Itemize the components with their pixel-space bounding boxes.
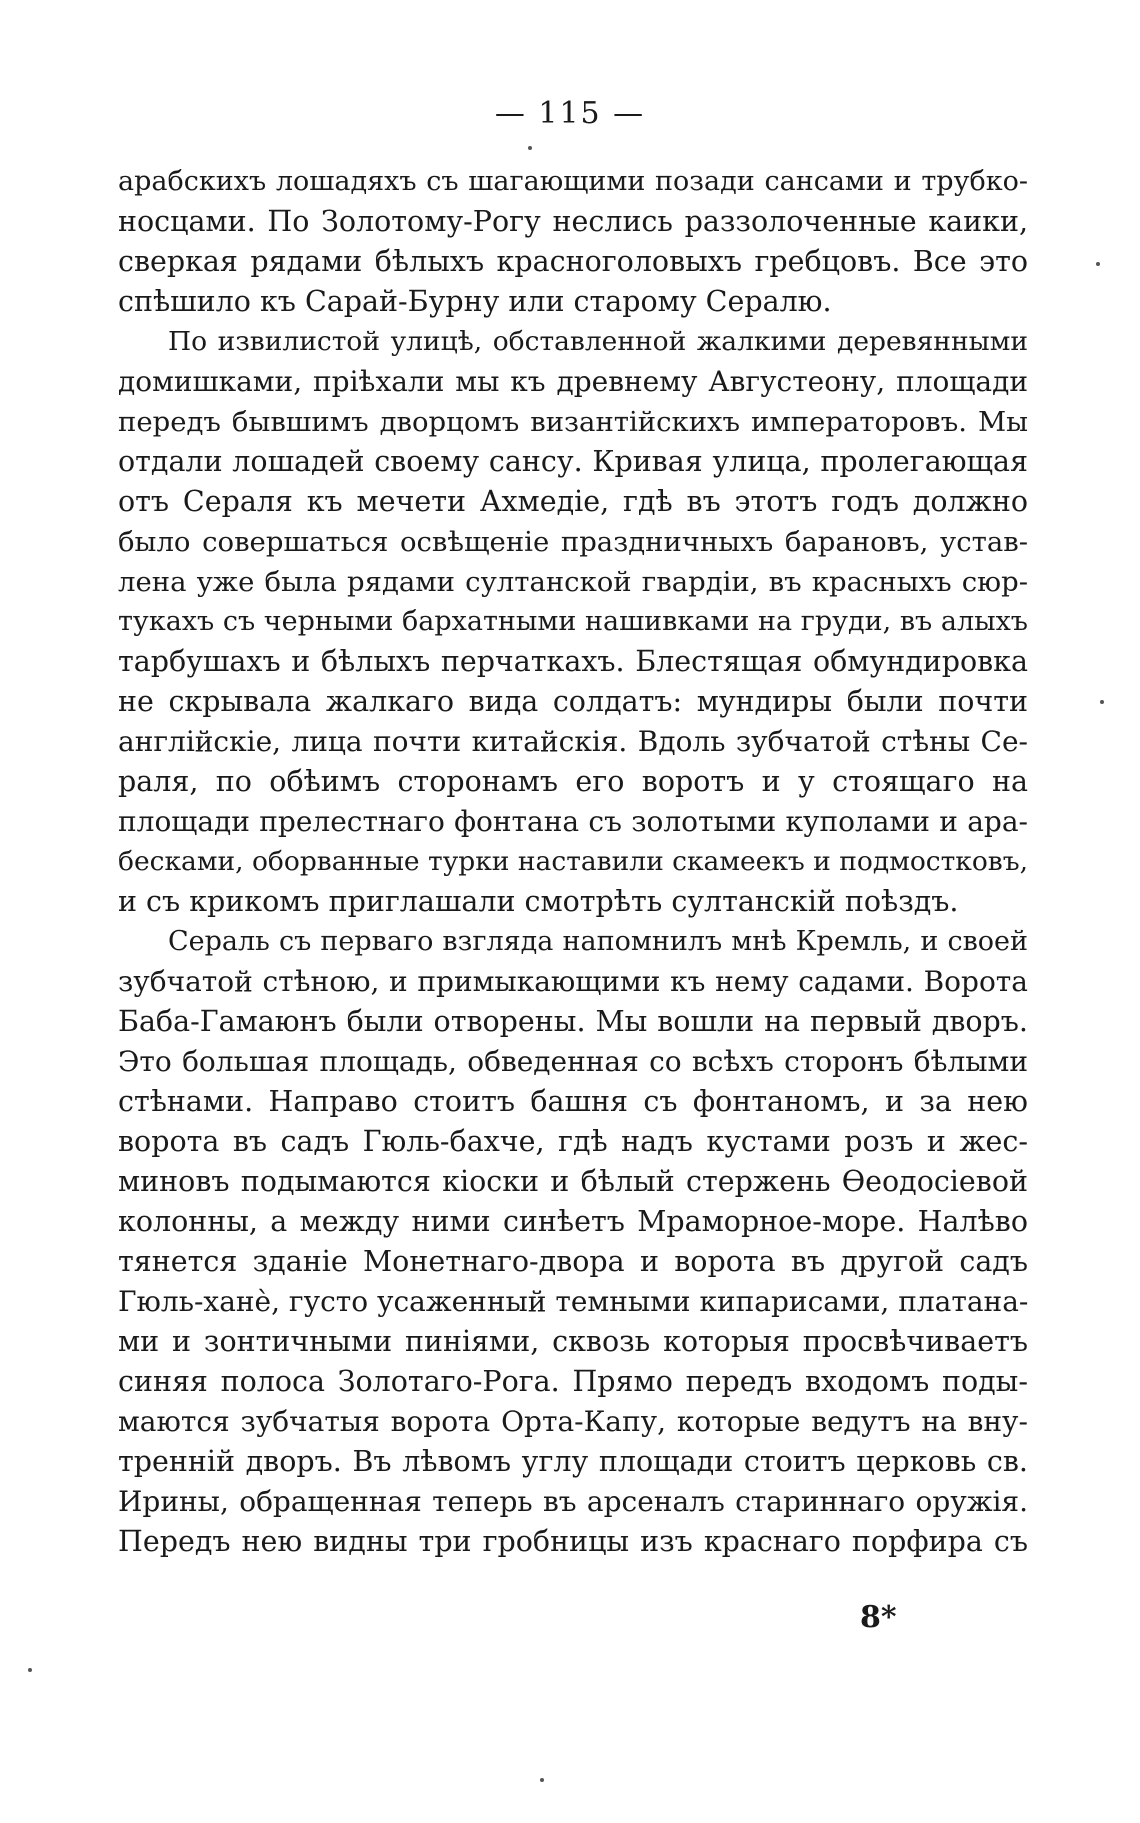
print-speck xyxy=(528,146,532,150)
text-line: домишками, пріѣхали мы къ древнему Августеону, площади xyxy=(118,365,1028,398)
text-line: миновъ подымаются кіоски и бѣлый стержень Ѳеодосіевой xyxy=(118,1165,1028,1198)
text-line: было совершаться освѣщеніе праздничныхъ барановъ, устав- xyxy=(118,526,1028,558)
text-line: синяя полоса Золотаго-Рога. Прямо передъ входомъ поды- xyxy=(118,1365,1028,1398)
text-line: тарбушахъ и бѣлыхъ перчаткахъ. Блестящая обмундировка xyxy=(118,645,1028,678)
text-line: зубчатой стѣною, и примыкающими къ нему садами. Ворота xyxy=(118,965,1028,998)
print-speck xyxy=(1096,262,1100,266)
print-speck xyxy=(1100,700,1104,704)
text-line: раля, по обѣимъ сторонамъ его воротъ и у стоящаго на xyxy=(118,765,1028,798)
text-line: Баба-Гамаюнъ были отворены. Мы вошли на первый дворъ. xyxy=(118,1005,1028,1038)
text-line: не скрывала жалкаго вида солдатъ: мундиры были почти xyxy=(118,685,1028,718)
text-line: маются зубчатыя ворота Орта-Капу, которые ведутъ на вну- xyxy=(118,1405,1028,1438)
print-speck xyxy=(540,1778,544,1782)
text-line: стѣнами. Направо стоитъ башня съ фонтаномъ, и за нею xyxy=(118,1085,1028,1118)
text-line: бесками, оборванные турки наставили скамеекъ и подмостковъ, xyxy=(118,846,1028,877)
signature-mark: 8* xyxy=(860,1600,897,1635)
text-line: англійскіе, лица почти китайскія. Вдоль зубчатой стѣны Се- xyxy=(118,725,1028,758)
text-line: ворота въ садъ Гюль-бахче, гдѣ надъ кустами розъ и жес- xyxy=(118,1125,1028,1158)
body-text xyxy=(118,162,1028,1562)
text-line: По извилистой улицѣ, обставленной жалкими деревянными xyxy=(168,326,1028,357)
text-line: сверкая рядами бѣлыхъ красноголовыхъ гребцовъ. Все это xyxy=(118,245,1028,278)
text-line: тренній дворъ. Въ лѣвомъ углу площади стоитъ церковь св. xyxy=(118,1445,1028,1478)
page-number: — 115 — xyxy=(494,96,646,131)
text-line: лена уже была рядами султанской гвардіи, въ красныхъ сюр- xyxy=(118,566,1028,598)
text-line: Гюль-ханѐ, густо усаженный темными кипарисами, платана- xyxy=(118,1285,1028,1318)
text-line: колонны, а между ними синѣетъ Мраморное-море. Налѣво xyxy=(118,1205,1028,1238)
text-line: отъ Сераля къ мечети Ахмедіе, гдѣ въ этотъ годъ должно xyxy=(118,485,1028,518)
text-line: носцами. По Золотому-Рогу неслись раззолоченные каики, xyxy=(118,205,1028,238)
text-line: площади прелестнаго фонтана съ золотыми куполами и ара- xyxy=(118,805,1028,838)
text-line: тянется зданіе Монетнаго-двора и ворота въ другой садъ xyxy=(118,1245,1028,1278)
text-line: отдали лошадей своему сансу. Кривая улица, пролегающая xyxy=(118,445,1028,478)
text-line: Это большая площадь, обведенная со всѣхъ сторонъ бѣлыми xyxy=(118,1045,1028,1078)
text-line: Ирины, обращенная теперь въ арсеналъ стариннаго оружія. xyxy=(118,1485,1028,1518)
text-line: арабскихъ лошадяхъ съ шагающими позади сансами и трубко- xyxy=(118,166,1028,197)
text-line: передъ бывшимъ дворцомъ византійскихъ императоровъ. Мы xyxy=(118,406,1028,438)
text-line: спѣшило къ Сарай-Бурну или старому Сералю. xyxy=(118,285,832,318)
text-line: Передъ нею видны три гробницы изъ краснаго порфира съ xyxy=(118,1525,1028,1558)
print-speck xyxy=(28,1668,32,1672)
text-line: Сераль съ перваго взгляда напомнилъ мнѣ Кремль, и своей xyxy=(168,926,1028,957)
text-line: ми и зонтичными пиніями, сквозь которыя просвѣчиваетъ xyxy=(118,1325,1028,1358)
text-line: тукахъ съ черными бархатными нашивками на груди, въ алыхъ xyxy=(118,606,1028,637)
text-line: и съ крикомъ приглашали смотрѣть султанскій поѣздъ. xyxy=(118,885,959,918)
